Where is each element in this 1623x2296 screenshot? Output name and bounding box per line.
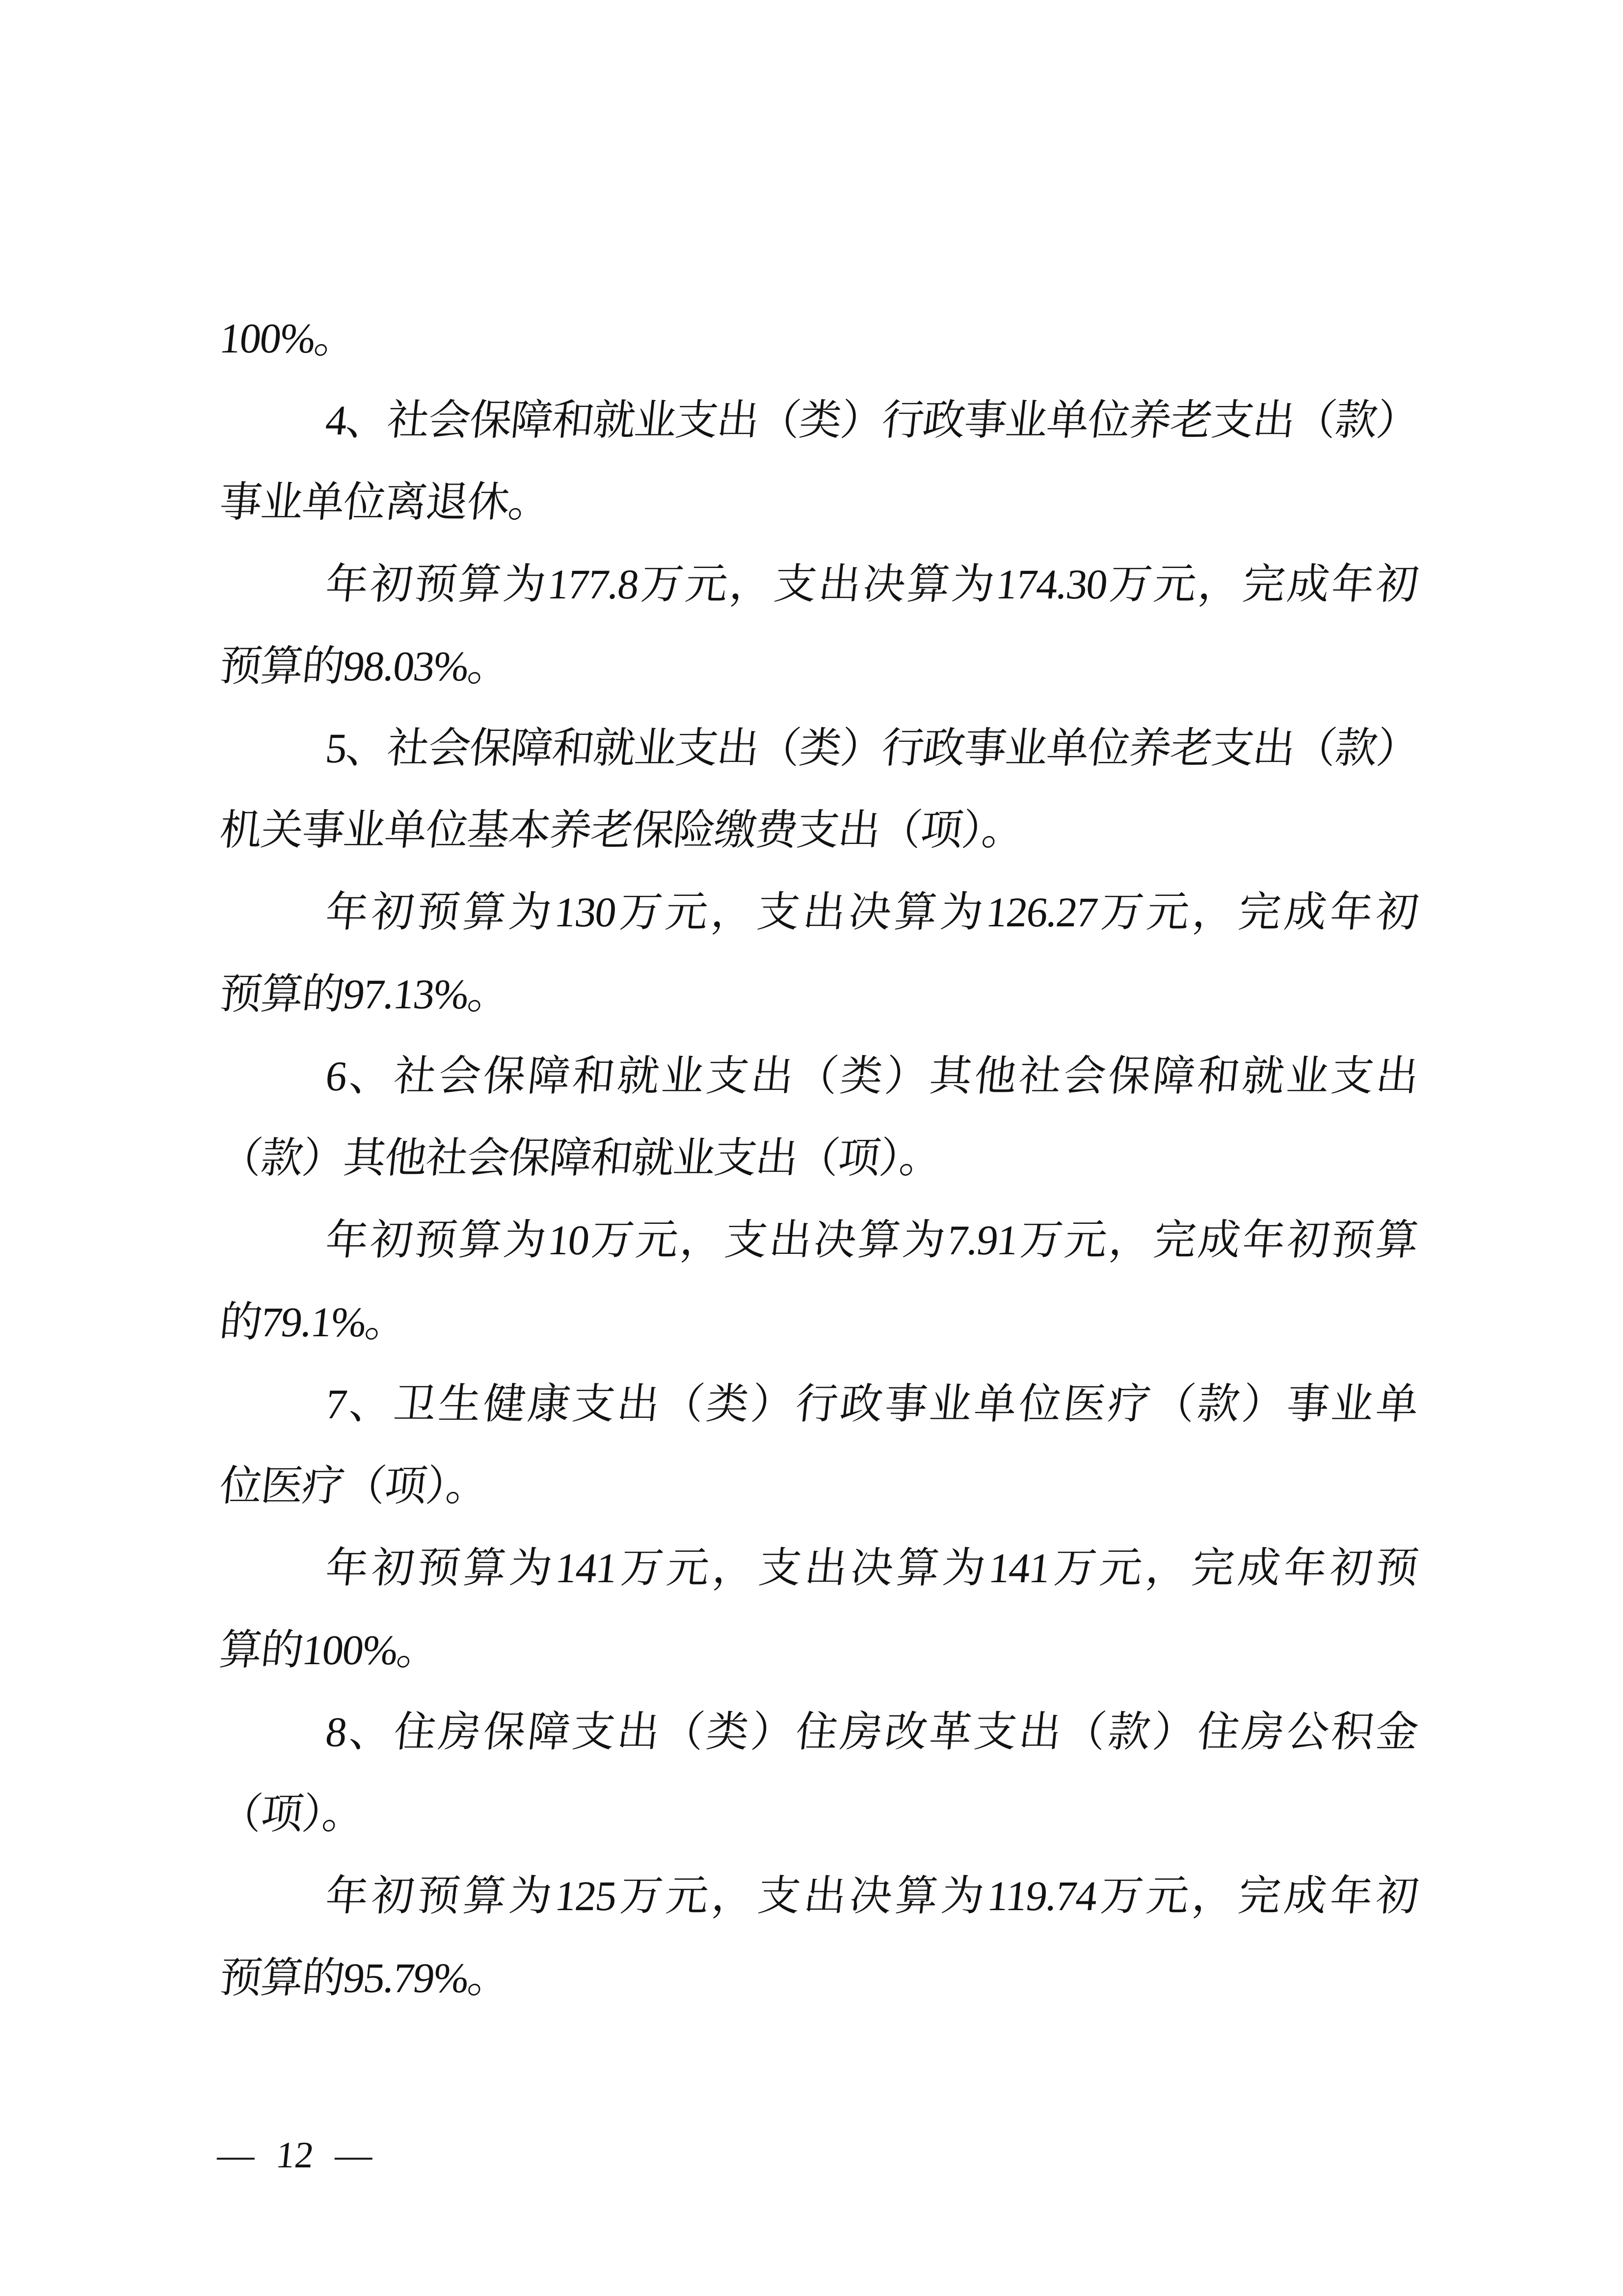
footer-dash-left: —: [215, 2134, 257, 2176]
text-line: 预算的95.79%。: [217, 1954, 512, 2001]
page-number: 12: [274, 2134, 316, 2176]
text-line: （款）其他社会保障和就业支出（项）。: [217, 1134, 944, 1182]
text-line: 预算的97.13%。: [217, 971, 512, 1018]
text-line: 的79.1%。: [217, 1298, 409, 1346]
footer-dash-right: —: [333, 2134, 375, 2176]
text-line: 5、社会保障和就业支出（类）行政事业单位养老支出（款）: [323, 725, 1421, 772]
text-line: 预算的98.03%。: [217, 643, 512, 690]
text-line: 年初预算为10万元，支出决算为7.91万元，完成年初预算: [323, 1216, 1420, 1264]
text-line: 算的100%。: [217, 1626, 441, 1674]
text-line: 年初预算为177.8万元，支出决算为174.30万元，完成年初: [323, 561, 1420, 608]
text-line: （项）。: [217, 1790, 367, 1837]
page-footer: [215, 2131, 375, 2180]
text-line: 年初预算为141万元，支出决算为141万元，完成年初预: [323, 1544, 1420, 1592]
text-line: 7、卫生健康支出（类）行政事业单位医疗（款）事业单: [323, 1380, 1420, 1428]
text-line: 年初预算为125万元，支出决算为119.74万元，完成年初: [323, 1872, 1420, 1919]
text-line: 8、住房保障支出（类）住房改革支出（款）住房公积金: [323, 1708, 1420, 1756]
body-text: [217, 297, 1421, 2019]
text-line: 100%。: [217, 315, 358, 362]
text-line: 位医疗（项）。: [217, 1462, 490, 1510]
text-line: 4、社会保障和就业支出（类）行政事业单位养老支出（款）: [323, 397, 1421, 444]
text-line: 机关事业单位基本养老保险缴费支出（项）。: [217, 807, 1026, 854]
text-line: 年初预算为130万元，支出决算为126.27万元，完成年初: [323, 889, 1420, 936]
text-line: 6、社会保障和就业支出（类）其他社会保障和就业支出: [323, 1053, 1420, 1100]
text-line: 事业单位离退休。: [217, 479, 553, 526]
